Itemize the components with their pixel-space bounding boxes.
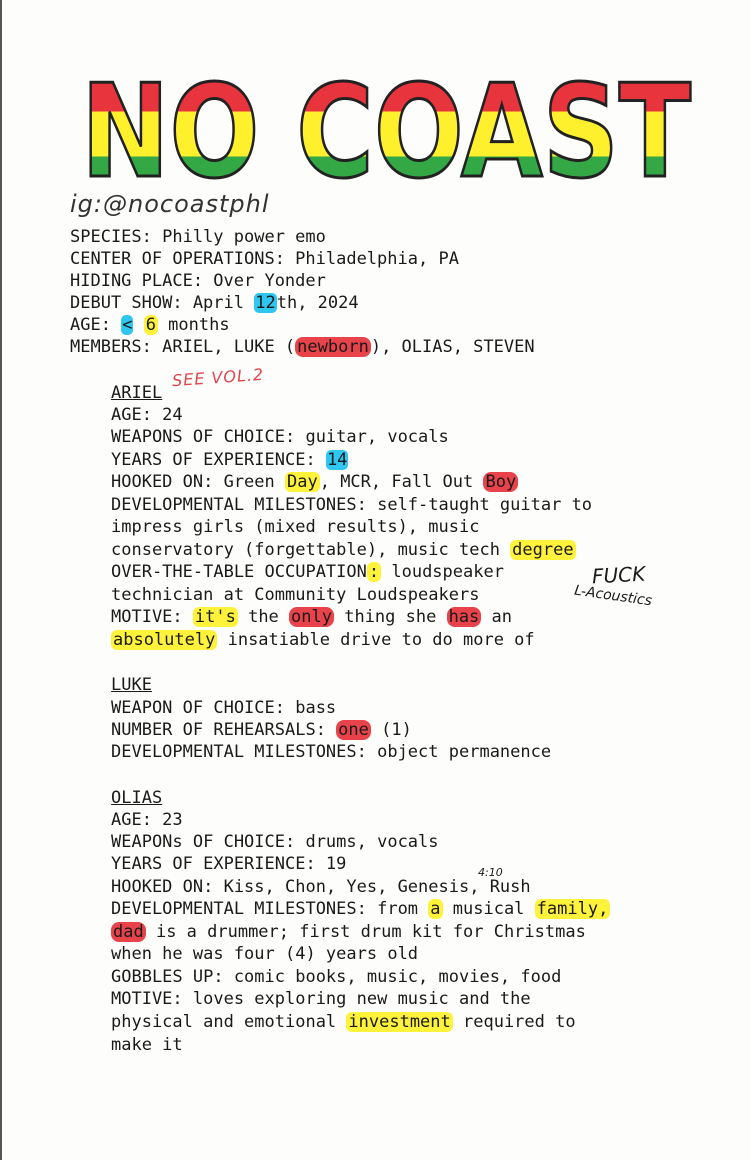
- center-line: CENTER OF OPERATIONS: Philadelphia, PA: [70, 249, 459, 269]
- luke-heading: LUKE: [111, 675, 152, 695]
- instagram-handle: ig:@nocoastphl: [70, 190, 270, 218]
- ariel-motive-2: absolutely insatiable drive to do more of: [113, 630, 535, 650]
- luke-weapon: WEAPON OF CHOICE: bass: [111, 698, 337, 718]
- no-coast-logo: [76, 58, 696, 190]
- olias-dev-3: when he was four (4) years old: [111, 944, 419, 964]
- age-line: AGE: < 6 months: [70, 315, 230, 335]
- ariel-weapons: WEAPONS OF CHOICE: guitar, vocals: [111, 427, 449, 447]
- olias-dev-1: DEVELOPMENTAL MILESTONES: from a musical family,: [111, 899, 609, 919]
- ariel-heading: ARIEL: [111, 383, 163, 403]
- members-line: MEMBERS: ARIEL, LUKE ( newborn ), OLIAS, STEVEN: [70, 337, 535, 357]
- olias-age: AGE: 23: [111, 810, 183, 830]
- ariel-dev-2: impress girls (mixed results), music: [111, 517, 480, 537]
- olias-gobbles: GOBBLES UP: comic books, music, movies, food: [111, 967, 562, 987]
- see-vol2-note: SEE VOL.2: [171, 364, 265, 391]
- ariel-motive: MOTIVE: it's the only thing she has an: [111, 607, 513, 627]
- olias-motive-2: physical and emotional investment required to: [111, 1012, 576, 1032]
- ariel-dev-3: conservatory (forgettable), music tech degree: [111, 540, 574, 560]
- hiding-line: HIDING PLACE: Over Yonder: [70, 271, 326, 291]
- olias-years: YEARS OF EXPERIENCE: 19: [111, 854, 347, 874]
- olias-hooked: HOOKED ON: Kiss, Chon, Yes, Genesis, Rush: [111, 877, 531, 897]
- olias-motive-3: make it: [111, 1035, 183, 1055]
- luke-dev: DEVELOPMENTAL MILESTONES: object permanence: [111, 742, 552, 762]
- ariel-age: AGE: 24: [111, 405, 183, 425]
- ariel-years: YEARS OF EXPERIENCE: 14: [111, 450, 348, 470]
- ariel-occupation: OVER-THE-TABLE OCCUPATION : loudspeaker: [111, 562, 504, 582]
- handwritten-note: FUCK: [591, 561, 646, 589]
- ariel-hooked: HOOKED ON: Green Day , MCR, Fall Out Boy: [111, 472, 517, 492]
- olias-motive: MOTIVE: loves exploring new music and the: [111, 989, 531, 1009]
- handwritten-note-2: L-Acoustics: [573, 582, 653, 610]
- debut-line: DEBUT SHOW: April 12th, 2024: [70, 293, 359, 313]
- olias-dev-2: dad is a drummer; first drum kit for Christmas: [113, 922, 586, 942]
- ariel-occupation-2: technician at Community Loudspeakers: [111, 585, 480, 605]
- olias-heading: OLIAS: [111, 788, 163, 808]
- luke-rehearsals: NUMBER OF REHEARSALS: one (1): [111, 720, 412, 740]
- svg-text:NO COAST: NO COAST: [81, 58, 691, 190]
- species-line: SPECIES: Philly power emo: [70, 227, 326, 247]
- olias-weapons: WEAPONs OF CHOICE: drums, vocals: [111, 832, 439, 852]
- page-edge: [0, 0, 2, 1160]
- handwritten-time: 4:10: [478, 866, 503, 879]
- ariel-dev-1: DEVELOPMENTAL MILESTONES: self-taught guitar to: [111, 495, 593, 515]
